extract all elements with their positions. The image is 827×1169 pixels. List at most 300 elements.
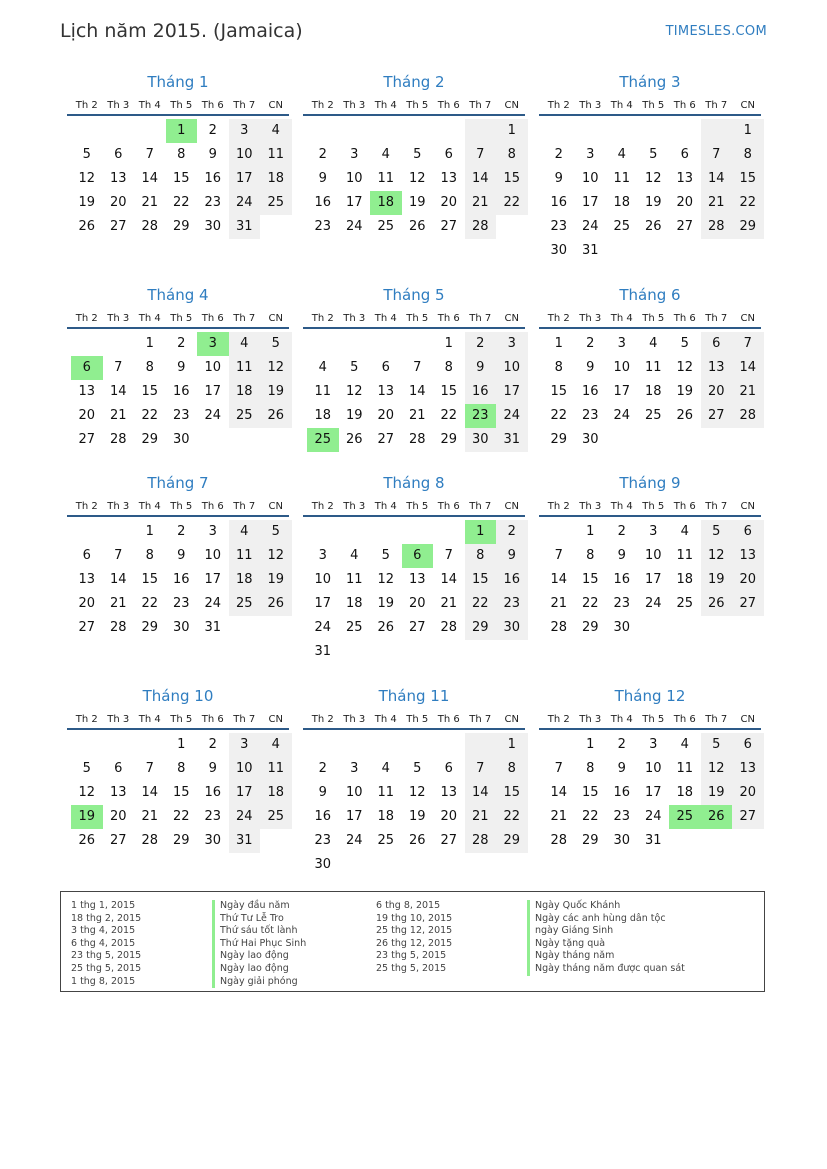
day-cell: 15: [465, 568, 497, 592]
day-cell: 5: [413, 147, 422, 162]
day-cell: 17: [345, 195, 363, 210]
day-grid: [67, 119, 289, 239]
day-cell: 14: [440, 572, 458, 587]
day-cell: 26: [408, 833, 426, 848]
month-name: Tháng 5: [383, 286, 445, 304]
brand-link[interactable]: TIMESLES.COM: [665, 24, 767, 39]
day-cell: 1: [496, 733, 528, 757]
day-cell: 19: [701, 781, 733, 805]
day-cell: 30: [613, 620, 631, 635]
day-cell: 17: [229, 167, 261, 191]
day-cell: 10: [314, 572, 332, 587]
day-cell: 28: [109, 620, 127, 635]
month-block: [67, 686, 289, 853]
legend-entry: ngày Giáng Sinh: [527, 925, 685, 938]
day-cell: 4: [617, 147, 626, 162]
day-cell: 17: [613, 384, 631, 399]
day-cell: 24: [314, 620, 332, 635]
holiday-day-cell: 25: [307, 428, 339, 452]
legend-entry: Thứ Hai Phục Sinh: [212, 938, 306, 951]
day-cell: 26: [644, 219, 662, 234]
legend-dates-col1: [71, 900, 141, 988]
day-cell: 14: [141, 785, 159, 800]
day-cell: 13: [408, 572, 426, 587]
day-cell: 8: [177, 761, 186, 776]
day-cell: 2: [318, 147, 327, 162]
weekday-label: Th 4: [138, 100, 161, 111]
day-cell: 30: [314, 857, 332, 872]
weekday-label: Th 7: [705, 714, 728, 725]
day-cell: 21: [109, 596, 127, 611]
day-cell: 6: [732, 733, 764, 757]
day-cell: 8: [732, 143, 764, 167]
day-cell: 15: [172, 171, 190, 186]
day-cell: 30: [581, 432, 599, 447]
day-cell: 12: [377, 572, 395, 587]
day-cell: 10: [204, 548, 222, 563]
weekday-label: Th 3: [107, 100, 130, 111]
day-cell: 20: [78, 408, 96, 423]
day-cell: 26: [78, 219, 96, 234]
day-cell: 8: [177, 147, 186, 162]
day-cell: 21: [465, 805, 497, 829]
legend-entry: Ngày các anh hùng dân tộc: [527, 913, 685, 926]
day-cell: 3: [318, 548, 327, 563]
day-cell: 29: [172, 219, 190, 234]
day-cell: 30: [204, 219, 222, 234]
legend-entry: 18 thg 2, 2015: [71, 912, 142, 924]
day-cell: 2: [617, 737, 626, 752]
day-cell: 9: [318, 785, 327, 800]
day-cell: 5: [701, 520, 733, 544]
day-cell: 29: [141, 620, 159, 635]
day-cell: 6: [680, 147, 689, 162]
day-cell: 9: [208, 761, 217, 776]
empty-cell: [543, 119, 575, 143]
day-cell: 10: [613, 360, 631, 375]
day-cell: 4: [649, 336, 658, 351]
weekday-label: Th 7: [233, 313, 256, 324]
day-cell: 26: [260, 404, 292, 428]
day-cell: 27: [676, 219, 694, 234]
day-cell: 23: [204, 809, 222, 824]
day-cell: 20: [377, 408, 395, 423]
day-cell: 14: [141, 171, 159, 186]
weekday-label: Th 7: [233, 714, 256, 725]
legend-entry: 23 thg 5, 2015: [376, 950, 447, 962]
month-name: Tháng 7: [147, 474, 209, 492]
day-cell: 15: [550, 384, 568, 399]
day-cell: 8: [496, 143, 528, 167]
day-cell: 28: [141, 219, 159, 234]
day-cell: 9: [465, 356, 497, 380]
day-cell: 16: [465, 380, 497, 404]
day-cell: 2: [208, 737, 217, 752]
day-cell: 20: [732, 781, 764, 805]
day-cell: 2: [465, 332, 497, 356]
day-cell: 28: [408, 432, 426, 447]
day-cell: 6: [444, 761, 453, 776]
legend-entry: 25 thg 5, 2015: [376, 962, 447, 974]
weekday-label: Th 5: [642, 100, 665, 111]
day-cell: 30: [172, 432, 190, 447]
day-cell: 9: [554, 171, 563, 186]
day-cell: 6: [444, 147, 453, 162]
weekday-label: Th 2: [547, 501, 570, 512]
day-cell: 20: [109, 809, 127, 824]
day-cell: 14: [109, 384, 127, 399]
day-cell: 15: [732, 167, 764, 191]
day-cell: 20: [109, 195, 127, 210]
day-cell: 25: [377, 219, 395, 234]
legend-entry: Ngày Quốc Khánh: [527, 900, 685, 913]
day-cell: 19: [644, 195, 662, 210]
day-cell: 5: [680, 336, 689, 351]
day-cell: 11: [229, 356, 261, 380]
legend-entry: 6 thg 8, 2015: [376, 900, 441, 911]
legend-entry: Ngày tháng năm: [527, 950, 685, 963]
empty-cell: [71, 733, 103, 757]
weekday-label: Th 5: [642, 313, 665, 324]
day-cell: 6: [82, 548, 91, 563]
day-cell: 31: [314, 644, 332, 659]
day-cell: 27: [408, 620, 426, 635]
day-cell: 25: [345, 620, 363, 635]
weekday-header: [303, 98, 525, 116]
day-cell: 16: [613, 572, 631, 587]
empty-cell: [543, 520, 575, 544]
day-cell: 25: [676, 596, 694, 611]
weekday-label: Th 2: [75, 714, 98, 725]
day-cell: 14: [550, 785, 568, 800]
weekday-label: Th 3: [579, 100, 602, 111]
weekday-label: Th 7: [469, 501, 492, 512]
weekday-label: Th 3: [107, 714, 130, 725]
weekday-header: [539, 98, 761, 116]
month-name: Tháng 6: [619, 286, 681, 304]
legend-names-col1: [212, 900, 306, 988]
day-grid: [303, 119, 525, 239]
day-cell: 4: [318, 360, 327, 375]
weekday-label: Th 2: [311, 313, 334, 324]
day-cell: 11: [676, 548, 694, 563]
weekday-header: [67, 499, 289, 517]
day-cell: 2: [177, 336, 186, 351]
holiday-day-cell: 19: [71, 805, 103, 829]
holiday-day-cell: 3: [197, 332, 229, 356]
day-cell: 2: [617, 524, 626, 539]
day-cell: 7: [114, 548, 123, 563]
day-cell: 19: [260, 568, 292, 592]
day-cell: 1: [586, 737, 595, 752]
empty-cell: [701, 119, 733, 143]
weekday-label: Th 5: [170, 501, 193, 512]
weekday-label: Th 2: [75, 313, 98, 324]
day-cell: 8: [496, 757, 528, 781]
day-cell: 25: [229, 592, 261, 616]
legend-entry: 3 thg 4, 2015: [71, 925, 136, 937]
holiday-day-cell: 6: [71, 356, 103, 380]
day-cell: 10: [644, 761, 662, 776]
weekday-label: Th 6: [437, 714, 460, 725]
day-cell: 18: [314, 408, 332, 423]
day-cell: 13: [109, 785, 127, 800]
weekday-label: Th 6: [201, 100, 224, 111]
day-cell: 21: [701, 191, 733, 215]
weekday-label: Th 4: [374, 714, 397, 725]
day-cell: 5: [260, 520, 292, 544]
month-name: Tháng 11: [378, 687, 450, 705]
day-cell: 31: [496, 428, 528, 452]
day-cell: 9: [617, 548, 626, 563]
day-cell: 14: [701, 167, 733, 191]
day-cell: 12: [644, 171, 662, 186]
day-cell: 18: [676, 785, 694, 800]
day-cell: 21: [141, 809, 159, 824]
day-cell: 19: [345, 408, 363, 423]
day-cell: 28: [109, 432, 127, 447]
day-cell: 27: [440, 833, 458, 848]
day-cell: 3: [496, 332, 528, 356]
empty-cell: [339, 520, 371, 544]
legend-entry: Thứ sáu tốt lành: [212, 925, 306, 938]
day-cell: 18: [377, 809, 395, 824]
day-cell: 4: [381, 761, 390, 776]
legend-entry: 23 thg 5, 2015: [71, 950, 142, 962]
legend-dates-col2: [376, 900, 452, 976]
day-cell: 8: [554, 360, 563, 375]
day-cell: 14: [550, 572, 568, 587]
day-cell: 1: [177, 737, 186, 752]
weekday-label: CN: [268, 714, 283, 725]
day-cell: 11: [676, 761, 694, 776]
weekday-label: Th 6: [437, 501, 460, 512]
day-cell: 19: [260, 380, 292, 404]
day-cell: 17: [204, 384, 222, 399]
day-grid: [303, 520, 525, 664]
weekday-label: Th 4: [374, 313, 397, 324]
empty-cell: [370, 520, 402, 544]
weekday-label: Th 6: [673, 714, 696, 725]
day-cell: 21: [440, 596, 458, 611]
day-cell: 19: [408, 195, 426, 210]
day-cell: 11: [229, 544, 261, 568]
month-name: Tháng 10: [142, 687, 214, 705]
day-cell: 5: [701, 733, 733, 757]
day-cell: 28: [701, 215, 733, 239]
day-cell: 26: [701, 592, 733, 616]
day-cell: 13: [78, 572, 96, 587]
month-block: [67, 72, 289, 239]
weekday-label: Th 4: [138, 714, 161, 725]
day-cell: 16: [204, 785, 222, 800]
day-cell: 18: [345, 596, 363, 611]
weekday-label: CN: [504, 714, 519, 725]
day-cell: 7: [465, 143, 497, 167]
weekday-label: Th 2: [311, 100, 334, 111]
day-cell: 28: [550, 620, 568, 635]
day-cell: 20: [676, 195, 694, 210]
day-cell: 25: [377, 833, 395, 848]
day-cell: 15: [141, 572, 159, 587]
day-cell: 24: [496, 404, 528, 428]
empty-cell: [307, 733, 339, 757]
weekday-header: [539, 311, 761, 329]
empty-cell: [103, 332, 135, 356]
day-cell: 26: [260, 592, 292, 616]
day-cell: 11: [644, 360, 662, 375]
day-cell: 18: [613, 195, 631, 210]
day-cell: 7: [554, 761, 563, 776]
day-cell: 13: [440, 171, 458, 186]
day-cell: 8: [465, 544, 497, 568]
weekday-label: Th 6: [201, 313, 224, 324]
month-name: Tháng 3: [619, 73, 681, 91]
empty-cell: [669, 119, 701, 143]
day-cell: 19: [408, 809, 426, 824]
day-cell: 24: [345, 833, 363, 848]
day-cell: 22: [465, 592, 497, 616]
empty-cell: [606, 119, 638, 143]
month-block: [539, 473, 761, 640]
day-cell: 5: [413, 761, 422, 776]
day-cell: 10: [644, 548, 662, 563]
weekday-header: [303, 499, 525, 517]
day-cell: 28: [465, 215, 497, 239]
day-cell: 23: [314, 219, 332, 234]
day-cell: 2: [318, 761, 327, 776]
day-grid: [539, 520, 761, 640]
day-cell: 10: [229, 143, 261, 167]
day-cell: 16: [496, 568, 528, 592]
day-cell: 24: [613, 408, 631, 423]
empty-cell: [433, 520, 465, 544]
day-cell: 20: [408, 596, 426, 611]
weekday-label: CN: [504, 313, 519, 324]
empty-cell: [370, 733, 402, 757]
day-cell: 13: [732, 544, 764, 568]
day-cell: 23: [204, 195, 222, 210]
day-grid: [67, 332, 289, 452]
day-cell: 7: [701, 143, 733, 167]
weekday-label: Th 2: [547, 714, 570, 725]
day-cell: 12: [676, 360, 694, 375]
day-cell: 23: [496, 592, 528, 616]
empty-cell: [103, 733, 135, 757]
empty-cell: [307, 332, 339, 356]
day-cell: 21: [141, 195, 159, 210]
day-cell: 14: [465, 781, 497, 805]
day-cell: 17: [581, 195, 599, 210]
month-block: [67, 473, 289, 640]
day-cell: 4: [680, 524, 689, 539]
day-cell: 13: [732, 757, 764, 781]
day-cell: 22: [172, 809, 190, 824]
day-cell: 16: [172, 384, 190, 399]
day-cell: 3: [586, 147, 595, 162]
day-cell: 7: [145, 147, 154, 162]
weekday-label: Th 6: [437, 100, 460, 111]
day-cell: 15: [440, 384, 458, 399]
empty-cell: [134, 119, 166, 143]
holiday-day-cell: 26: [701, 805, 733, 829]
day-cell: 2: [496, 520, 528, 544]
empty-cell: [339, 119, 371, 143]
weekday-label: Th 4: [374, 100, 397, 111]
month-block: [303, 72, 525, 239]
empty-cell: [307, 119, 339, 143]
weekday-label: Th 2: [547, 100, 570, 111]
day-cell: 31: [204, 620, 222, 635]
day-cell: 3: [208, 524, 217, 539]
weekday-label: CN: [268, 100, 283, 111]
legend-entry: Ngày tháng năm được quan sát: [527, 963, 685, 976]
legend-entry: 1 thg 8, 2015: [71, 975, 136, 987]
day-cell: 6: [732, 520, 764, 544]
day-cell: 21: [465, 191, 497, 215]
day-cell: 5: [82, 761, 91, 776]
day-cell: 12: [701, 757, 733, 781]
day-cell: 3: [229, 119, 261, 143]
holiday-legend: [60, 891, 765, 992]
day-cell: 8: [444, 360, 453, 375]
weekday-label: Th 5: [406, 100, 429, 111]
empty-cell: [465, 733, 497, 757]
day-cell: 27: [701, 404, 733, 428]
holiday-day-cell: 23: [465, 404, 497, 428]
day-cell: 8: [586, 548, 595, 563]
weekday-label: Th 4: [610, 501, 633, 512]
legend-entry: Thứ Tư Lễ Tro: [212, 913, 306, 926]
day-cell: 18: [229, 380, 261, 404]
day-cell: 14: [732, 356, 764, 380]
empty-cell: [103, 520, 135, 544]
weekday-label: Th 6: [201, 714, 224, 725]
day-cell: 31: [229, 215, 261, 239]
day-cell: 22: [581, 809, 599, 824]
weekday-label: Th 3: [343, 714, 366, 725]
day-cell: 3: [617, 336, 626, 351]
day-cell: 11: [260, 757, 292, 781]
day-cell: 12: [408, 785, 426, 800]
legend-names-col2: [527, 900, 685, 976]
day-cell: 22: [141, 596, 159, 611]
empty-cell: [71, 520, 103, 544]
day-cell: 17: [644, 572, 662, 587]
day-cell: 28: [732, 404, 764, 428]
month-block: [303, 285, 525, 452]
day-cell: 16: [314, 809, 332, 824]
month-name: Tháng 9: [619, 474, 681, 492]
day-cell: 27: [377, 432, 395, 447]
day-cell: 23: [172, 408, 190, 423]
empty-cell: [307, 520, 339, 544]
day-cell: 1: [444, 336, 453, 351]
month-block: [539, 285, 761, 452]
day-cell: 29: [581, 620, 599, 635]
legend-entry: Ngày giải phóng: [212, 976, 306, 989]
day-cell: 24: [581, 219, 599, 234]
day-cell: 1: [732, 119, 764, 143]
day-cell: 12: [701, 544, 733, 568]
day-cell: 30: [465, 428, 497, 452]
day-cell: 15: [141, 384, 159, 399]
weekday-label: Th 5: [406, 714, 429, 725]
day-cell: 8: [145, 548, 154, 563]
day-grid: [67, 733, 289, 853]
empty-cell: [402, 733, 434, 757]
day-cell: 3: [649, 737, 658, 752]
